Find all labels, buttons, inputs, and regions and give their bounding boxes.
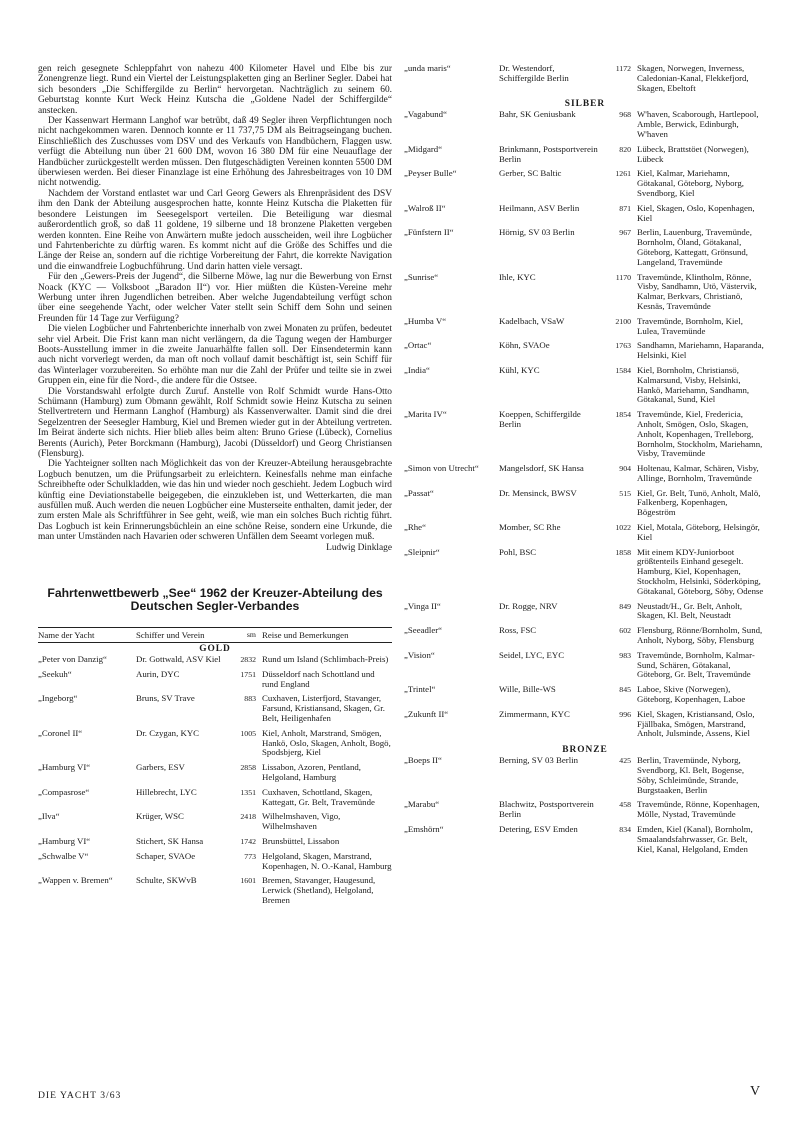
table-row [404,228,766,267]
yacht-name: „Midgard“ [404,143,443,154]
section-silver: SILBER [564,99,606,110]
table-row [404,110,766,139]
route-remarks: Travemünde, Kiel, Fredericia, Anholt, Smögen, Oslo, Skagen, Anholt, Kopenhagen, Trelleborg, Bornholm, Stockholm, Mariehamn, Visby, Travemünde [637,409,763,459]
skipper-club: Hörnig, SV 03 Berlin [499,227,575,238]
skipper-club: Koeppen, Schiffergilde Berlin [499,409,581,429]
article-paragraph: Die Yachteigner sollten nach Möglichkeit das von der Kreuzer-Abteilung herausgebrachte Logbuch benutzen, um die Prüfungsarbeit zu erleichtern. Keinesfalls nehme man einfache Schreibhefte oder Schulkladden, wie das hin und wieder noch geschieht. Jedem Logbuch wird künftig eine Deviationstabelle beigegeben, die einzukleben ist, und Wetterkarten, die man ausfüllen muß. Auch werden die neuen Logbücher eine Musterseite enthalten, damit jeder, der zum ersten Male als Schriftführer in See geht, weiß, wie man ein solches Buch richtig führt. Das Logbuch ist kein Erinnerungsbüchlein an eine schöne Reise, sondern eine Urkunde, die man unter Umständen nach Havarien oder schweren Unfällen dem Seeamt vorlegen muß. [38,459,392,543]
skipper-club: Wille, Bille-WS [499,684,556,695]
yacht-name: „Zukunft II“ [404,708,449,719]
table-row [404,651,766,680]
route-remarks: Travemünde, Bornholm, Kalmar-Sund, Schären, Götakanal, Göteborg, Gr. Belt, Travemünde [637,649,755,680]
yacht-name: „Ortac“ [404,340,432,351]
article-paragraph: Nachdem der Vorstand entlastet war und Carl Georg Gewers als Ehrenpräsident des DSV ihm den Dank der Abteilung ausgesprochen hatte, konnte Heinz Kutscha die Plaketten für besondere Leistungen im Seesegelsport verteilen. Die Beteiligung war diesmal außerordentlich groß, so daß 11 goldene, 19 silberne und 18 bronzene Plaketten vergeben werden konnten. Eine Reihe von Anwärtern mußte jedoch ausscheiden, weil ihre Logbücher und Fahrtenberichte zu dürftig waren. Es kommt nicht auf die Größe des Schiffes und die Länge der Reise an, sondern auf die richtige Vorbereitung der Fahrt, die korrekte Navigation und die einwandfreie Logbuchführung. Und darin hatten viele versagt. [38,188,392,272]
article-paragraph: gen reich gesegnete Schleppfahrt von nahezu 400 Kilometer Havel und Elbe bis zur Zonengrenze liegt. Rund ein Viertel der Leistungsplaketten ging an Berliner Segler. Dabei hat sich besonders „Die Schiffergilde zu Berlin“ hervorgetan. Nachträglich zu seinem 60. Geburtstag konnte Kurt Weck Heinz Kutscha die „Goldene Nadel der Schiffergilde“ anstecken. [38,64,392,116]
table-row [404,204,766,224]
yacht-name: „Peter von Danzig“ [38,654,107,665]
sea-miles: 2100 [615,316,631,326]
sea-miles: 904 [619,464,631,474]
skipper-club: Zimmermann, KYC [499,708,570,719]
table-row [404,710,766,739]
table-row [404,523,766,543]
route-remarks: Cuxhaven, Schottland, Skagen, Kattegatt, Gr. Belt, Travemünde [262,786,375,807]
route-remarks: Travemünde, Rönne, Kopenhagen, Mölle, Nystad, Travemünde [637,799,760,820]
skipper-club: Kühl, KYC [499,364,540,375]
route-remarks: Düsseldorf nach Schottland und rund England [262,668,375,689]
article-body [38,64,392,553]
route-remarks: Laboe, Skive (Norwegen), Göteborg, Kopenhagen, Laboe [637,684,746,705]
route-remarks: Rund um Island (Schlimbach-Preis) [262,654,389,665]
yacht-name: „Walroß II“ [404,202,446,213]
skipper-club: Hillebrecht, LYC [136,786,197,797]
yacht-name: „Humba V“ [404,315,447,326]
sea-miles: 1005 [240,728,256,738]
skipper-club: Bahr, SK Geniusbank [499,109,576,120]
table-rows-left [38,655,392,906]
table-row [38,812,392,832]
sea-miles: 820 [619,144,631,154]
yacht-name: „Seekuh“ [38,668,72,679]
skipper-club: Schaper, SVAOe [136,850,196,861]
skipper-club: Krüger, WSC [136,811,184,822]
route-remarks: Berlin, Travemünde, Nyborg, Svendborg, Kl. Belt, Bogense, Söby, Schleimünde, Strande, Burgstaaken, Berlin [637,755,745,795]
route-remarks: Skagen, Norwegen, Inverness, Caledonian-Kanal, Flekkefjord, Skagen, Ebeltoft [637,63,749,93]
table-row [404,317,766,337]
table-row [404,489,766,518]
yacht-name: „Vision“ [404,649,435,660]
route-remarks: Lübeck, Brattstöet (Norwegen), Lübeck [637,143,749,164]
route-remarks: Emden, Kiel (Kanal), Bornholm, Smaalandsfahrwasser, Gr. Belt, Kiel, Kanal, Helgoland, Emden [637,824,753,854]
skipper-club: Ihle, KYC [499,271,536,282]
sea-miles: 849 [619,601,631,611]
route-remarks: Kiel, Bornholm, Christiansö, Kalmarsund, Visby, Helsinki, Hankö, Mariehamn, Sandhamn, Götakanal, Sund, Kiel [637,364,750,405]
table-row [404,548,766,597]
article-paragraph: Die Vorstandswahl erfolgte durch Zuruf. Anstelle von Rolf Schmidt wurde Hans-Otto Schümann (Hamburg) zum Obmann gewählt, Rolf Schmidt sowie Heinz Kutscha zu seinen Stellvertretern und Hermann Langhof (Hamburg) als Kassenverwalter. Damit sind die drei Segelzentren der Seesegler Hamburg, Kiel und Bremen wieder gut in der Abteilung vertreten. Im Beirat änderte sich nichts. Hier blieb alles beim alten: Bruno Griese (Lübeck), Cornelius Berents (Aurich), Peter Borckmann (Hamburg), Jacobi (Düsseldorf) und Georg Christiansen (Flensburg). [38,386,392,460]
table-row [38,670,392,690]
route-remarks: Helgoland, Skagen, Marstrand, Kopenhagen, N. O.-Kanal, Hamburg [262,850,392,871]
yacht-name: „Rhe“ [404,522,426,533]
yacht-name: „Peyser Bulle“ [404,168,457,179]
skipper-club: Mangelsdorf, SK Hansa [499,463,584,474]
skipper-club: Köhn, SVAOe [499,340,550,351]
table-row [38,763,392,783]
route-remarks: Kiel, Gr. Belt, Tunö, Anholt, Malö, Falkenberg, Kopenhagen, Bögeström [637,487,761,518]
table-rows-right-gold [404,64,766,93]
table-row [38,729,392,758]
sea-miles: 1022 [615,523,631,533]
route-remarks: Travemünde, Bornholm, Kiel, Lulea, Travemünde [637,315,743,336]
route-remarks: Sandhamn, Mariehamn, Haparanda, Helsinki, Kiel [637,340,764,361]
table-row [404,273,766,312]
sea-miles: 983 [619,650,631,660]
sea-miles: 967 [619,228,631,238]
sea-miles: 515 [619,488,631,498]
sea-miles: 1584 [615,365,631,375]
sea-miles: 1742 [240,837,256,847]
table-row [38,852,392,872]
sea-miles: 2832 [240,655,256,665]
yacht-name: „Sleipnir“ [404,546,440,557]
yacht-name: „Compasrose“ [38,786,90,797]
sea-miles: 1351 [240,787,256,797]
sea-miles: 871 [619,203,631,213]
sea-miles: 1751 [240,669,256,679]
yacht-name: „Vagabund“ [404,109,447,120]
skipper-club: Dr. Westendorf, Schiffergilde Berlin [499,63,569,83]
right-column [404,64,766,859]
sea-miles: 883 [244,694,256,704]
table-row [404,464,766,484]
route-remarks: Travemünde, Klintholm, Rönne, Visby, Sandhamn, Utö, Västervik, Kalmar, Berkvars, Christianö, Kesnäs, Travemünde [637,271,757,311]
sea-miles: 458 [619,800,631,810]
skipper-club: Ross, FSC [499,625,537,636]
table-header [38,627,392,643]
sea-miles: 2858 [240,763,256,773]
skipper-club: Aurin, DYC [136,668,180,679]
table-row [38,788,392,808]
route-remarks: Neustadt/H., Gr. Belt, Anholt, Skagen, Kl. Belt, Neustadt [637,600,743,621]
sea-miles: 425 [619,756,631,766]
table-row [38,837,392,847]
skipper-club: Seidel, LYC, EYC [499,649,565,660]
skipper-club: Blachwitz, Postsportverein Berlin [499,799,594,820]
yacht-name: „Hamburg VI“ [38,762,91,773]
sea-miles: 1601 [240,876,256,886]
sea-miles: 834 [619,825,631,834]
skipper-club: Garbers, ESV [136,762,185,773]
article-paragraph: Die vielen Logbücher und Fahrtenberichte innerhalb von zwei Monaten zu prüfen, bedeutet sehr viel Arbeit. Die Frist kann man nicht verlängern, da die Tagung wegen der Hamburger Boots-Ausstellung immer in die zweite Januarhälfte fallen soll. Der Einsendetermin kann auch nicht vorverlegt werden, da man oft noch vollauf damit beschäftigt ist, sein Schiff für das Winterlager vorzubereiten. So erhöhte man nur die Zahl der Prüfer und teilte sie in zwei Gruppen ein, eine für die Nord-, die andere für die Ostsee. [38,324,392,387]
route-remarks: Kiel, Motala, Göteborg, Helsingör, Kiel [637,522,760,542]
sea-miles: 602 [619,626,631,636]
route-remarks: Kiel, Skagen, Kristiansand, Oslo, Fjällbaka, Smögen, Marstrand, Anholt, Julsminde, Assens, Kiel [637,708,755,739]
route-remarks: Cuxhaven, Listerfjord, Stavanger, Farsund, Kristiansand, Skagen, Gr. Belt, Heiligenhafen [262,693,385,724]
left-column [38,64,392,911]
article-paragraph: Der Kassenwart Hermann Langhof war betrübt, daß 49 Segler ihren Verpflichtungen noch nicht nachgekommen waren. Dennoch konnte er 11 737,75 DM als Beitragseingang buchen. Einschließlich des Zuschusses vom DSV und des Verkaufs von Handbüchern, Flaggen usw. verfügt die Abteilung nun über 21 600 DM, wovon 16 380 DM für eine Neuauflage der Handbücher zurückgestellt werden müssen. Den flutgeschädigten Vereinen konnten 5500 DM überwiesen werden. Bei dieser Finanzlage ist eine Erhöhung des Jahresbeitrages von 10 DM nicht notwendig. [38,116,392,189]
yacht-name: „Trintel“ [404,684,436,695]
route-remarks: Kiel, Anholt, Marstrand, Smögen, Hankö, Oslo, Skagen, Anholt, Bogö, Spodsbjerg, Kiel [262,727,391,758]
route-remarks: Kiel, Kalmar, Mariehamn, Götakanal, Göteborg, Nyborg, Svendborg, Kiel [637,168,744,198]
route-remarks: Bremen, Stavanger, Haugesund, Lerwick (Shetland), Helgoland, Bremen [262,875,376,906]
yacht-name: „Ilva“ [38,811,60,822]
skipper-club: Dr. Mensinck, BWSV [499,487,577,498]
sea-miles: 1854 [615,410,631,420]
skipper-club: Berning, SV 03 Berlin [499,755,579,766]
skipper-club: Stichert, SK Hansa [136,836,204,847]
yacht-name: „Marabu“ [404,799,440,810]
skipper-club: Dr. Rogge, NRV [499,600,558,611]
table-row [404,145,766,165]
skipper-club: Gerber, SC Baltic [499,168,562,179]
yacht-name: „Emshörn“ [404,824,444,834]
skipper-club: Pohl, BSC [499,546,537,557]
route-remarks: Flensburg, Rönne/Bornholm, Sund, Anholt, Nyborg, Söby, Flensburg [637,625,763,646]
table-row [404,410,766,459]
yacht-name: „Fünfstern II“ [404,227,454,238]
route-remarks: Lissabon, Azoren, Pentland, Helgoland, Hamburg [262,762,361,783]
yacht-name: „Hamburg VI“ [38,836,91,847]
yacht-name: „Wappen v. Bremen“ [38,875,113,886]
skipper-club: Schulte, SKWvB [136,875,197,886]
table-row [404,169,766,198]
sea-miles: 1172 [615,64,631,73]
table-row [404,800,766,820]
table-title: Fahrtenwettbewerb „See“ 1962 der Kreuzer-Abteilung des Deutschen Segler-Verbandes [47,586,383,614]
table-row [404,602,766,622]
yacht-name: „Seeadler“ [404,625,443,636]
table-row [404,756,766,795]
sea-miles: 845 [619,685,631,695]
sea-miles: 1763 [615,341,631,351]
yacht-name: „Ingeborg“ [38,693,78,704]
yacht-name: „Simon von Utrecht“ [404,463,479,474]
route-remarks: Wilhelmshaven, Vigo, Wilhelmshaven [262,811,341,832]
section-gold: GOLD [199,644,231,655]
sea-miles: 1261 [615,169,631,179]
route-remarks: W'haven, Scaborough, Hartlepool, Amble, Berwick, Edinburgh, W'haven [637,109,759,139]
table-rows-bronze [404,756,766,854]
table-row [404,366,766,405]
sea-miles: 2418 [240,812,256,822]
table-row [404,626,766,646]
skipper-club: Brinkmann, Postsportverein Berlin [499,143,598,164]
article-paragraph: Für den „Gewers-Preis der Jugend“, die Silberne Möwe, lag nur die Bewerbung von Ernst Noack (KYC — Volksboot „Baradon II“) vor. Hier müßten die Küsten-Vereine mehr Werbung unter ihren Jugendlichen betreiben. Aber welche Jugendabteilung verfügt schon über eine seegehende Yacht, oder welcher Vater stellt sein Schiff dem Sohn und seinen Freunden für 14 Tage zur Verfügung? [38,272,392,324]
sea-miles: 996 [619,709,631,719]
sea-miles: 968 [619,110,631,120]
header-sm: sm [246,630,256,640]
skipper-club: Momber, SC Rhe [499,522,561,533]
yacht-name: „Boeps II“ [404,755,442,766]
yacht-name: „Vinga II“ [404,600,441,611]
table-row [404,825,766,854]
yacht-name: „India“ [404,364,430,375]
table-row [38,655,392,665]
yacht-name: „Sunrise“ [404,271,439,282]
route-remarks: Kiel, Skagen, Oslo, Kopenhagen, Kiel [637,202,755,223]
table-row [404,341,766,361]
table-rows-silver [404,110,766,739]
skipper-club: Heilmann, ASV Berlin [499,202,580,213]
footer-page-number: V [750,1084,761,1099]
sea-miles: 1170 [615,272,631,282]
section-bronze: BRONZE [562,745,608,756]
route-remarks: Mit einem KDY-Juniorboot größtenteils Einhand gesegelt. Hamburg, Kiel, Kopenhagen, Stockholm, Helsinki, Söderköping, Götakanal, Göteborg, Söby, Odense [637,546,764,596]
table-row [38,876,392,905]
table-row [38,694,392,723]
sea-miles: 773 [244,851,256,861]
header-remarks: Reise und Bemerkungen [262,630,349,641]
header-yacht-name: Name der Yacht [38,630,95,641]
yacht-name: „Coronel II“ [38,727,83,738]
route-remarks: Brunsbüttel, Lissabon [262,836,340,847]
footer-issue: DIE YACHT 3/63 [38,1090,122,1101]
skipper-club: Kadelbach, VSaW [499,315,565,326]
route-remarks: Berlin, Lauenburg, Travemünde, Bornholm, Öland, Götakanal, Göteborg, Kattegatt, Grönsund, Langeland, Travemünde [637,227,752,267]
skipper-club: Dr. Gottwald, ASV Kiel [136,654,221,665]
table-row [404,685,766,705]
table-row [404,64,766,93]
yacht-name: „unda maris“ [404,63,451,73]
route-remarks: Holtenau, Kalmar, Schären, Visby, Allinge, Bornholm, Travemünde [637,463,759,483]
header-skipper: Schiffer und Verein [136,630,205,641]
sea-miles: 1858 [615,547,631,557]
skipper-club: Bruns, SV Trave [136,693,195,704]
yacht-name: „Passat“ [404,487,434,498]
article-signature: Ludwig Dinklage [326,542,392,553]
skipper-club: Dr. Czygan, KYC [136,727,200,738]
yacht-name: „Schwalbe V“ [38,850,89,861]
skipper-club: Detering, ESV Emden [499,824,578,834]
yacht-name: „Marita IV“ [404,409,447,420]
